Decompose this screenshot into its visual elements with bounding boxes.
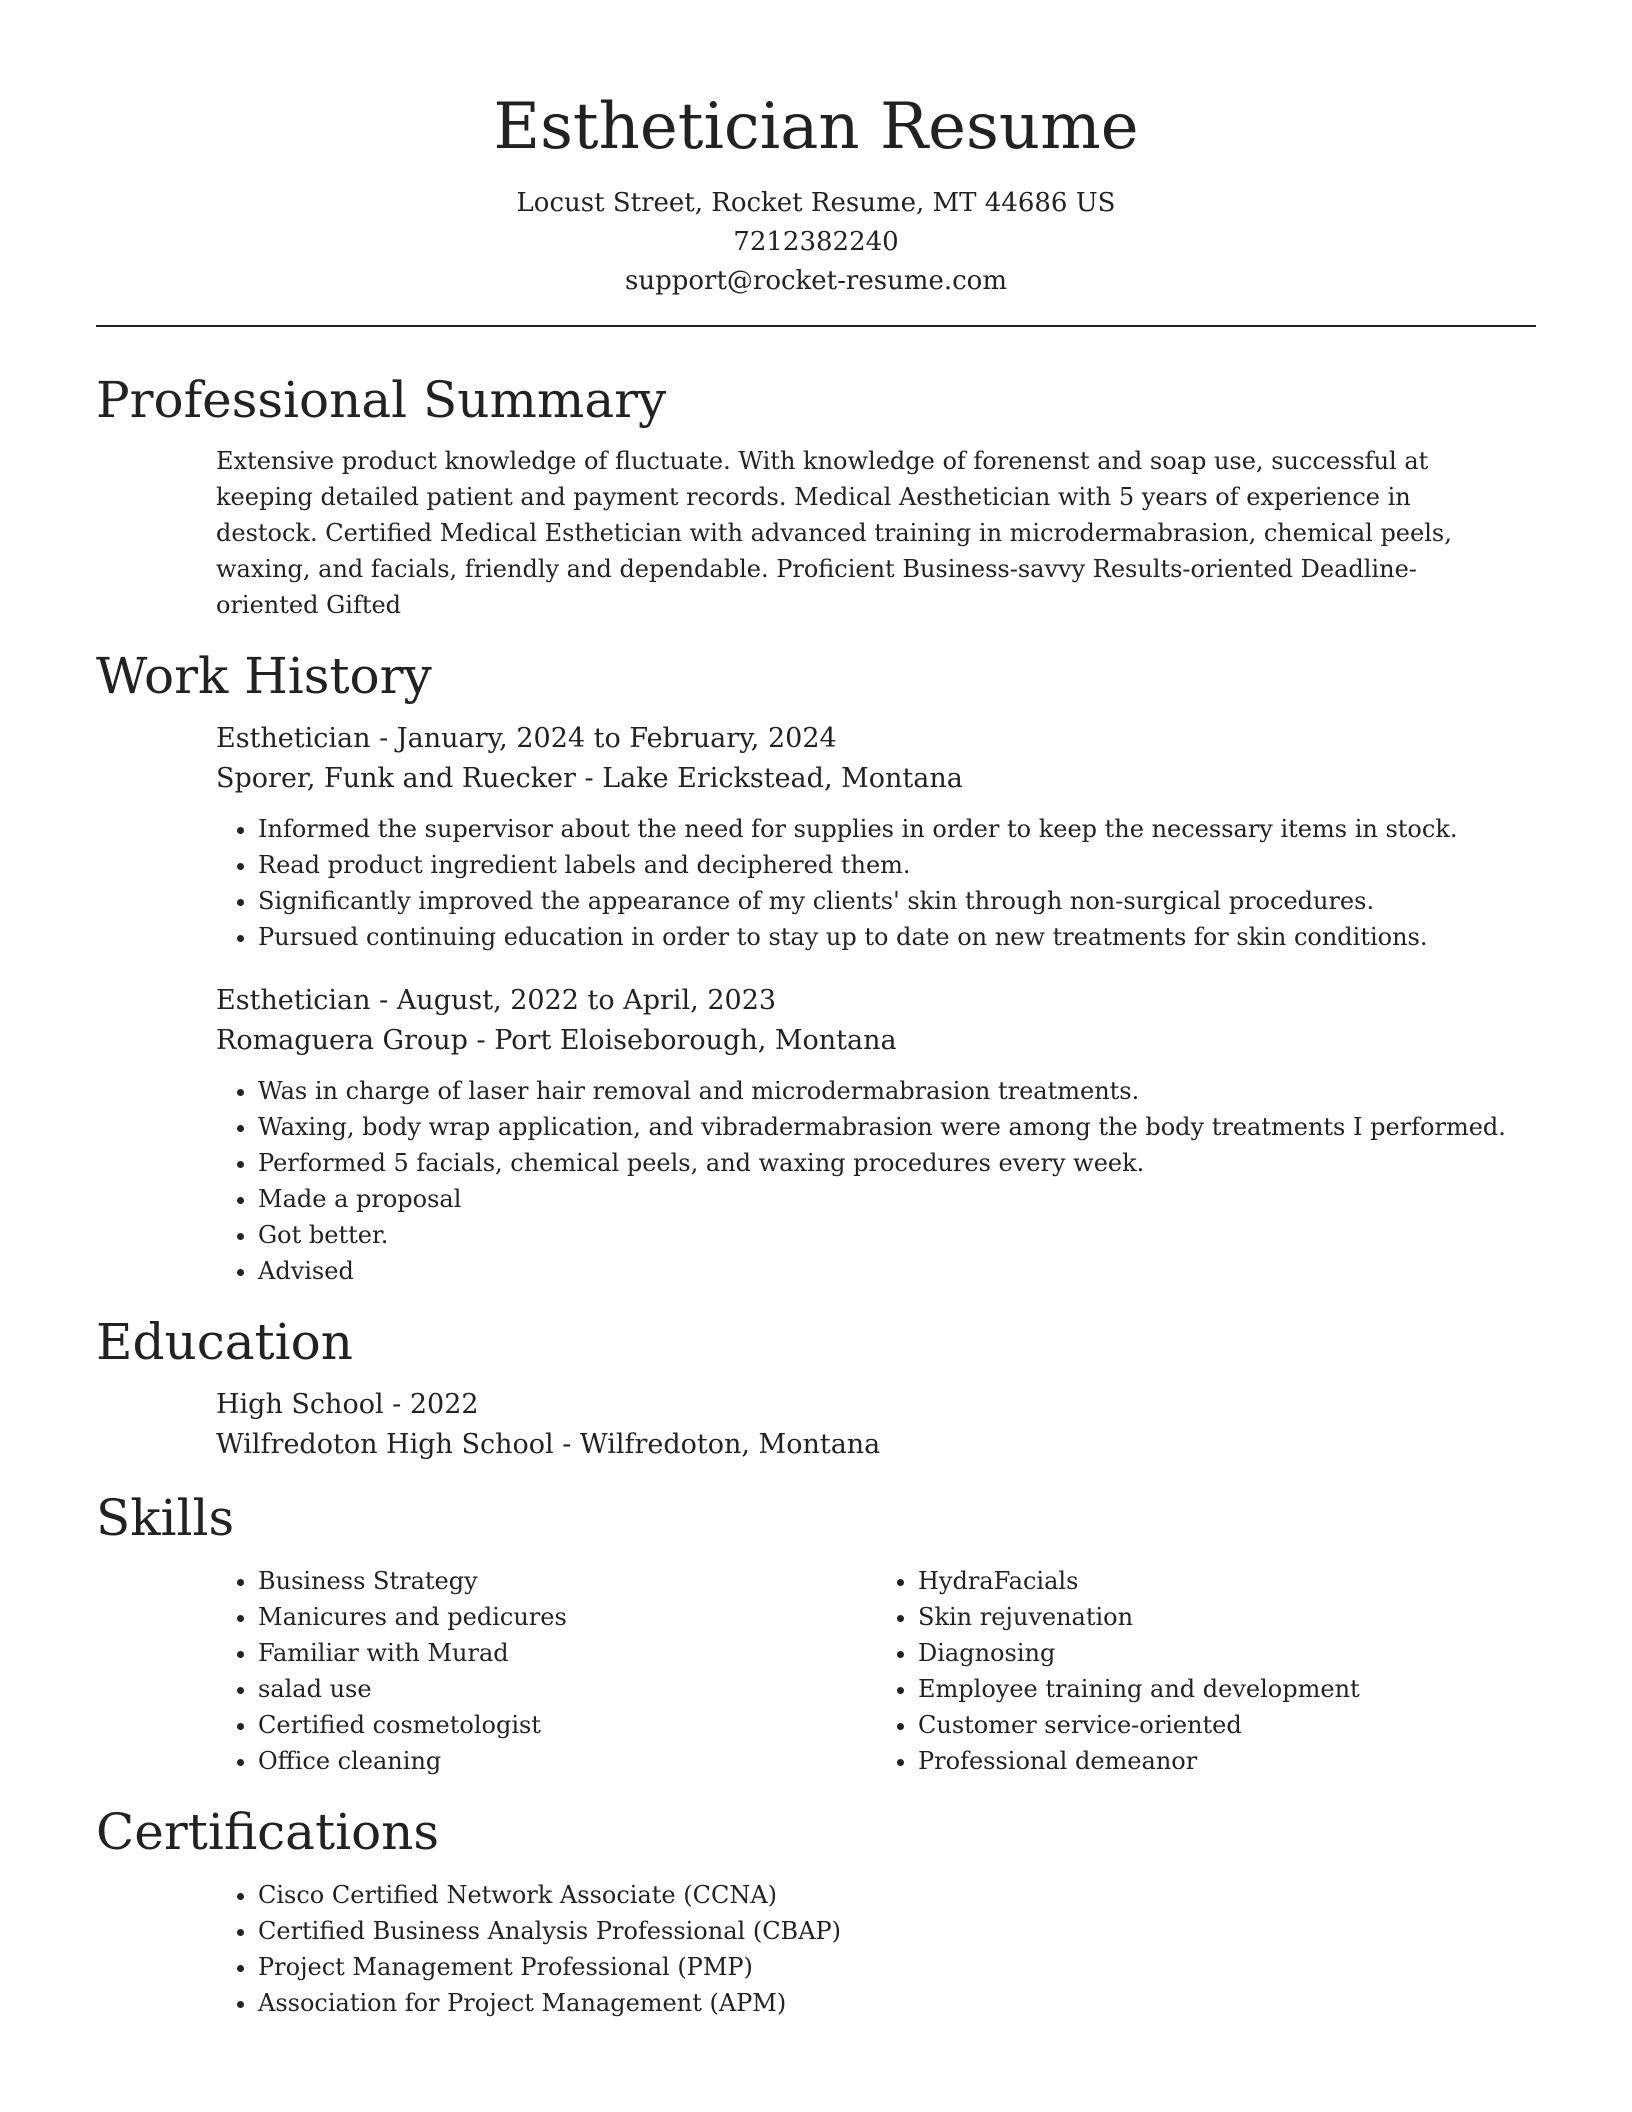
skills-section (96, 1487, 1536, 1779)
skills-column-left (216, 1563, 876, 1779)
job-duties-list (216, 1073, 1536, 1289)
list-item: • Familiar with Murad (258, 1635, 876, 1671)
job-dates: - January, 2024 to February, 2024 (370, 723, 837, 754)
list-item: • HydraFacials (918, 1563, 1536, 1599)
summary-section (96, 369, 1536, 623)
certifications-list (216, 1877, 1536, 2021)
list-item: • Certified Business Analysis Professional (CBAP) (258, 1913, 1536, 1949)
company-line (216, 1021, 1536, 1061)
list-item: • Diagnosing (918, 1635, 1536, 1671)
phone-number: 7212382240 (733, 227, 899, 257)
list-item: • Professional demeanor (918, 1743, 1536, 1779)
company-location: - Port Eloiseborough, Montana (467, 1025, 897, 1056)
list-item: • Business Strategy (258, 1563, 876, 1599)
address: Locust Street, Rocket Resume, MT 44686 US (516, 188, 1116, 218)
skills-grid (216, 1563, 1536, 1779)
list-item: • Association for Project Management (APM) (258, 1985, 1536, 2021)
list-item: • Waxing, body wrap application, and vibradermabrasion were among the body treatments I performed. (258, 1109, 1536, 1145)
list-item: • Advised (258, 1253, 1536, 1289)
company-location: - Lake Erickstead, Montana (575, 763, 963, 794)
degree: High School (216, 1389, 384, 1420)
job-entry (216, 719, 1536, 955)
company-line (216, 759, 1536, 799)
summary-heading: Professional Summary (96, 371, 667, 429)
list-item: • Made a proposal (258, 1181, 1536, 1217)
header-divider (96, 325, 1536, 327)
skills-heading: Skills (96, 1489, 235, 1547)
education-section (96, 1311, 1536, 1465)
list-item: • Skin rejuvenation (918, 1599, 1536, 1635)
job-role: Esthetician (216, 723, 371, 754)
list-item: • Customer service-oriented (918, 1707, 1536, 1743)
graduation-year: - 2022 (383, 1389, 479, 1420)
list-item: • Pursued continuing education in order to stay up to date on new treatments for skin conditions. (258, 919, 1536, 955)
list-item: • Project Management Professional (PMP) (258, 1949, 1536, 1985)
list-item: • Performed 5 facials, chemical peels, and waxing procedures every week. (258, 1145, 1536, 1181)
list-item: • Office cleaning (258, 1743, 876, 1779)
list-item: • Certified cosmetologist (258, 1707, 876, 1743)
email-address: support@rocket-resume.com (624, 266, 1007, 296)
certifications-section (96, 1801, 1536, 2021)
school-name: Wilfredoton High School (216, 1429, 554, 1460)
degree-line (216, 1385, 1536, 1425)
summary-text: Extensive product knowledge of fluctuate. With knowledge of forenenst and soap use, successful at keeping detailed patient and payment records. Medical Aesthetician with 5 years of experience in destock. Certified Medical Esthetician with advanced training in microdermabrasion, chemical peels, waxing, and facials, friendly and dependable. Proficient Business-savvy Results-oriented Deadline-oriented Gifted (216, 447, 1452, 619)
work-history-heading: Work History (96, 647, 432, 705)
resume-page (96, 0, 1536, 2021)
list-item: • Cisco Certified Network Associate (CCNA) (258, 1877, 1536, 1913)
job-title-line (216, 981, 1536, 1021)
resume-header (96, 0, 1536, 301)
school-location: - Wilfredoton, Montana (553, 1429, 881, 1460)
list-item: • Read product ingredient labels and deciphered them. (258, 847, 1536, 883)
list-item: • Informed the supervisor about the need for supplies in order to keep the necessary items in stock. (258, 811, 1536, 847)
skills-column-right (876, 1563, 1536, 1779)
list-item: • Was in charge of laser hair removal and microdermabrasion treatments. (258, 1073, 1536, 1109)
job-entry (216, 981, 1536, 1289)
education-heading: Education (96, 1313, 353, 1371)
job-title-line (216, 719, 1536, 759)
list-item: • Manicures and pedicures (258, 1599, 876, 1635)
list-item: • salad use (258, 1671, 876, 1707)
list-item: • Significantly improved the appearance of my clients' skin through non-surgical procedures. (258, 883, 1536, 919)
job-role: Esthetician (216, 985, 371, 1016)
education-entry (216, 1385, 1536, 1465)
job-duties-list (216, 811, 1536, 955)
certifications-entry (216, 1877, 1536, 2021)
resume-title: Esthetician Resume (493, 90, 1139, 164)
certifications-heading: Certifications (96, 1803, 440, 1861)
job-dates: - August, 2022 to April, 2023 (370, 985, 777, 1016)
list-item: • Employee training and development (918, 1671, 1536, 1707)
list-item: • Got better. (258, 1217, 1536, 1253)
work-history-section (96, 645, 1536, 1289)
school-line (216, 1425, 1536, 1465)
company-name: Sporer, Funk and Ruecker (216, 763, 576, 794)
company-name: Romaguera Group (216, 1025, 468, 1056)
